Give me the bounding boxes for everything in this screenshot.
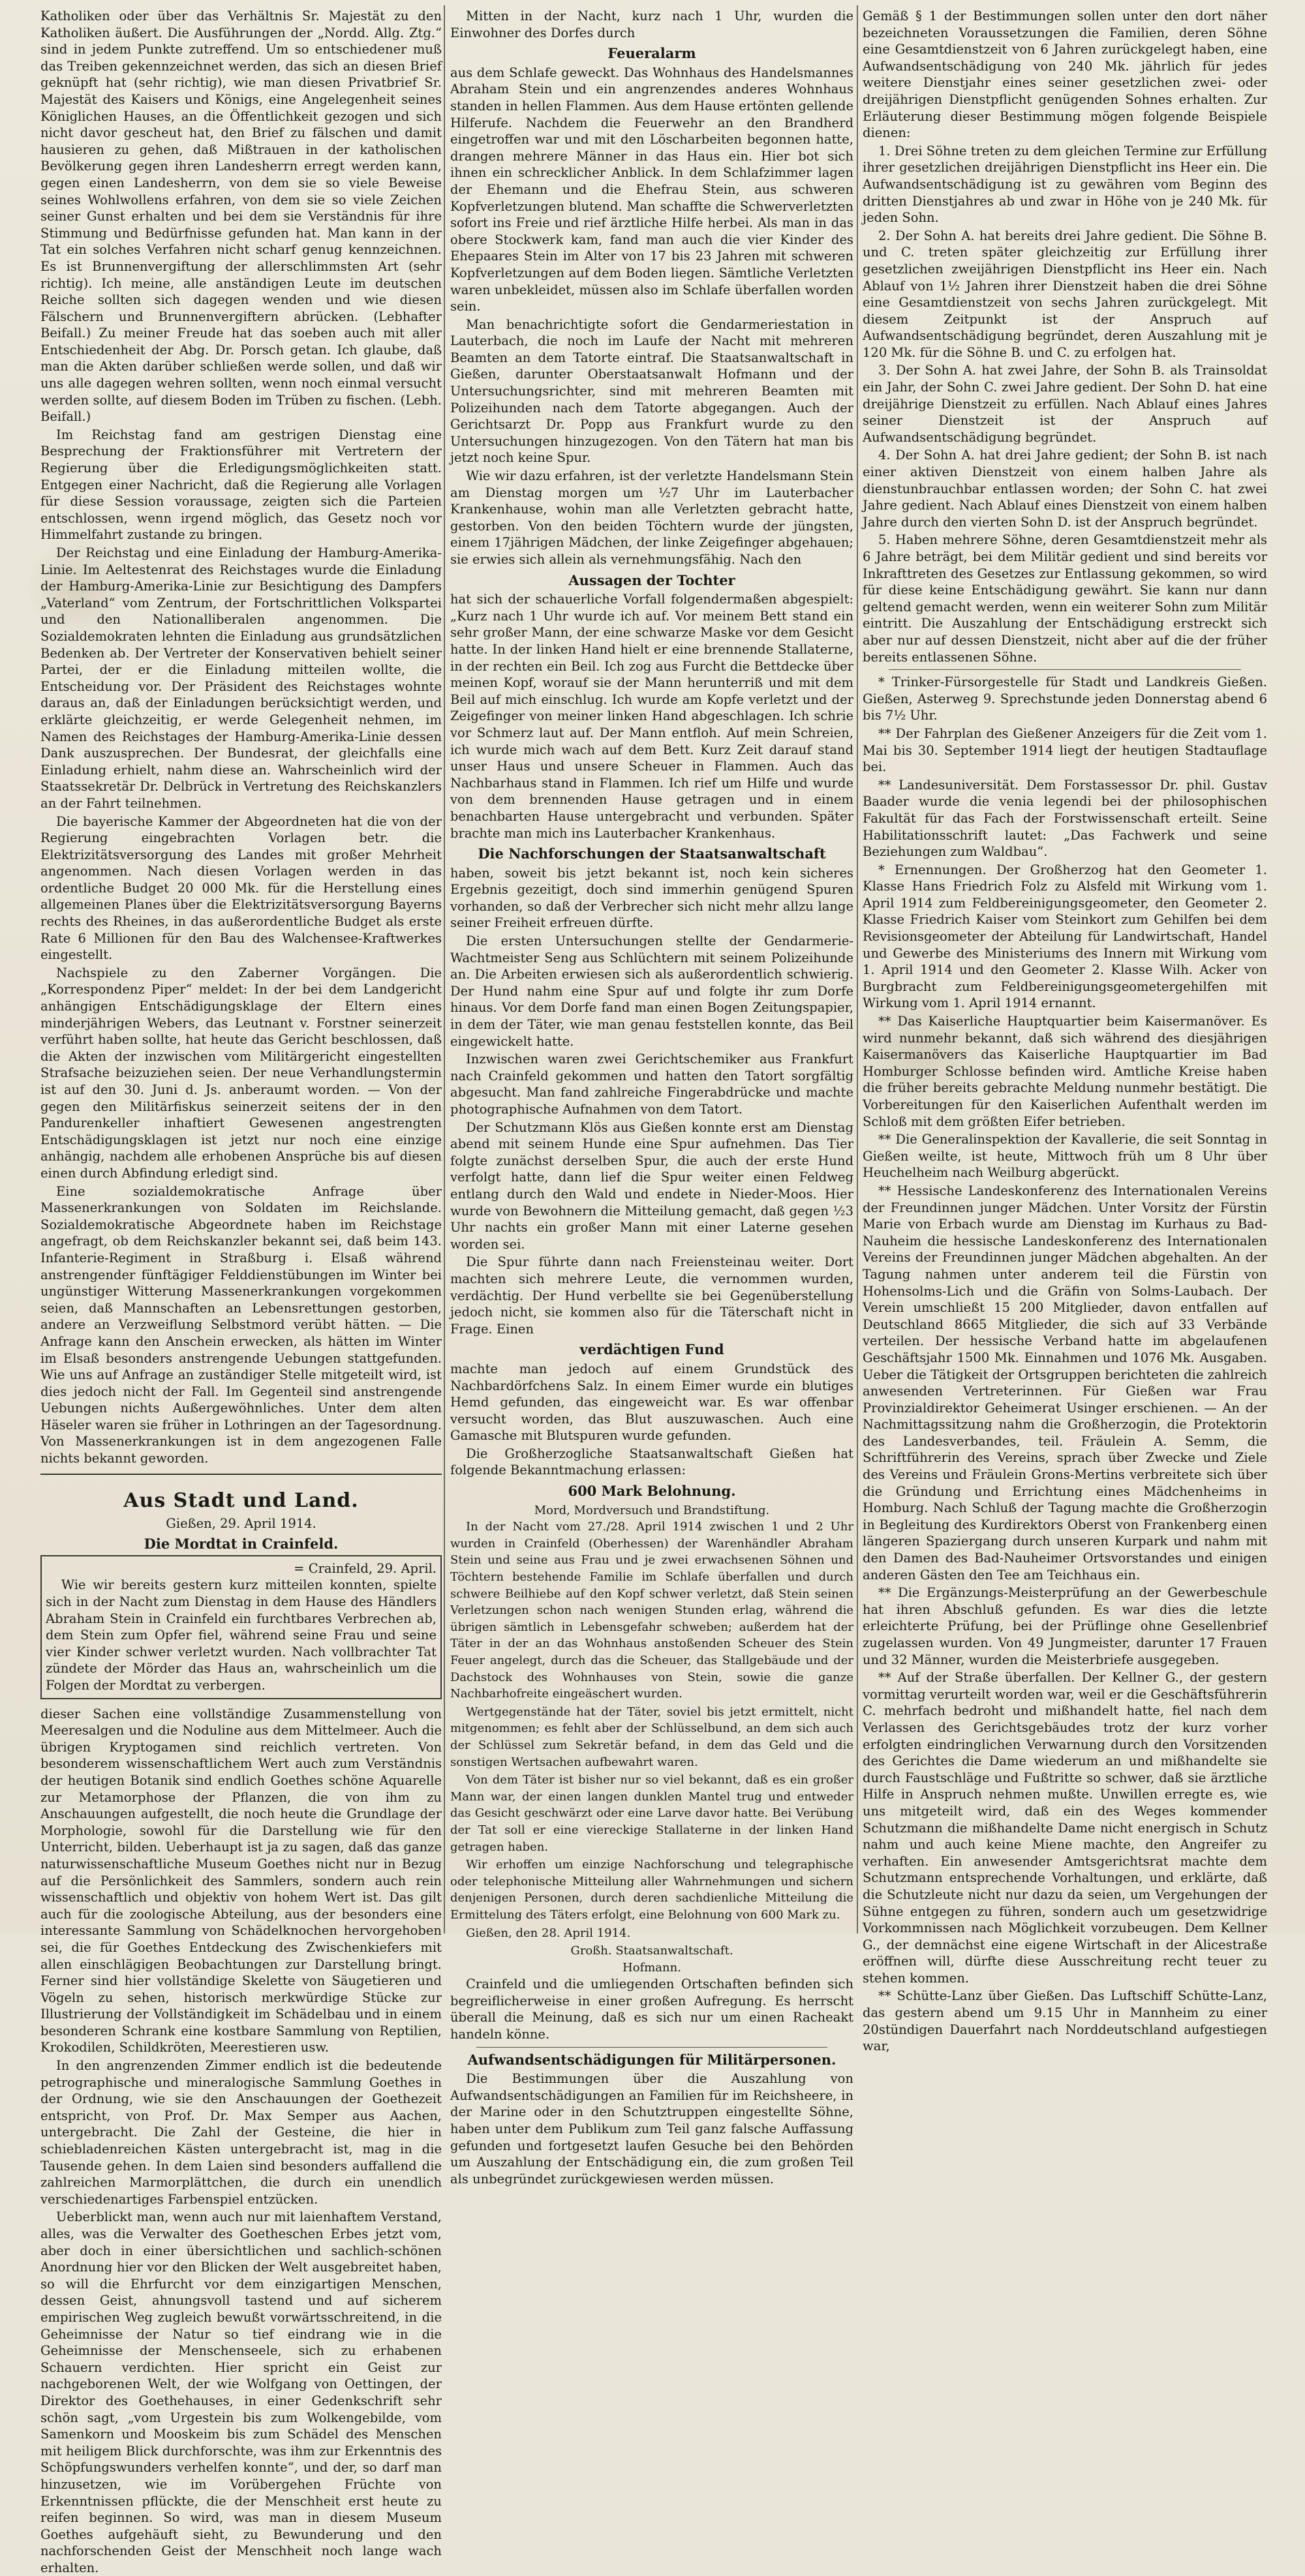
article-text: 1. Drei Söhne treten zu dem gleichen Termine zur Erfüllung ihrer gesetzlichen dreijährigen Dienstpflicht ins Heer ein. Die Aufwandsentschädigung ist zu gewähren vom Beginn des dritten Dienstjahres ab und zwar in Höhe von je 240 Mk. für jeden Sohn. bbox=[863, 143, 1267, 226]
article-text: 2. Der Sohn A. hat bereits drei Jahre gedient. Die Söhne B. und C. treten später gleichzeitig zur Erfüllung ihrer gesetzlichen zweijährigen Dienstpflicht ins Heer ein. Nach Ablauf von 1½ Jahren ihrer Dienstzeit haben die drei Söhne eine Gesamtdienstzeit von sechs Jahren zurückgelegt. Mit diesem Zeitpunkt ist der Anspruch auf Aufwandsentschädigung begründet, deren Auszahlung mit je 120 Mk. für die Söhne B. und C. zu erfolgen hat. bbox=[863, 228, 1267, 360]
article-text: haben, soweit bis jetzt bekannt ist, noch kein sicheres Ergebnis gezeitigt, doch sind immerhin genügend Spuren vorhanden, so daß der Verbrecher sich nicht mehr allzu lange seiner Freiheit erfreuen dürfte. bbox=[450, 865, 853, 931]
divider bbox=[476, 2047, 827, 2048]
notice-text: In der Nacht vom 27./28. April 1914 zwischen 1 und 2 Uhr wurden in Crainfeld (Oberhessen) der Warenhändler Abraham Stein und seine aus Frau und je zwei erwachsenen Söhnen und Töchtern bestehende Familie im Schlafe überfallen und durch schwere Beilhiebe auf den Kopf schwer verletzt, daß Stein seinen Verletzungen schon nach wenigen Stunden erlag, während die übrigen sämtlich in Lebensgefahr schweben; außerdem hat der Täter in der an das Wohnhaus anstoßenden Scheuer des Stein Feuer angelegt, durch das die Scheuer, das Stallgebäude und der Dachstock des Wohnhauses von Stein, sowie die ganze Nachbarhofreite eingeäschert wurden. bbox=[450, 1520, 853, 1701]
article-text: Ueberblickt man, wenn auch nur mit laienhaftem Verstand, alles, was die Verwalter des Goetheschen Erbes jetzt vom, aber doch in einer übersichtlichen und sachlich-schönen Anordnung hier vor den Blicken der Welt ausgebreitet haben, so will die Ehrfurcht vor dem einzigartigen Menschen, dessen Geist, ahnungsvoll tastend und auf sicherem empirischen Weg zugleich bewußt vorwärtsschreitend, in die Geheimnisse der Natur so tief eindrang wie in die Geheimnisse der Menschenseele, sich zu erhabenen Schauern verdichten. Hier spricht ein Geist zur nachgeborenen Welt, der wie Wolfgang von Oettingen, der Direktor des Goethehauses, in einer Gedenkschrift sehr schön sagt, „vom Urgestein bis zum Wolkengebilde, vom Samenkorn und Mooskeim bis zum Schädel des Menschen mit heiligem Blick durchforschte, was ihm zur Erkenntnis des Schöpfungswunders verhelfen konnte“, und der, so darf man hinzusetzen, wie im Vorübergehen Früchte von Erkenntnissen pflückte, die der Menschheit erst heute zu reifen beginnen. So wird, was man in diesem Museum Goethes aufgehäuft sieht, zu Bewunderung und den nachforschenden Geist der Menschheit noch lange wach erhalten. bbox=[40, 2209, 442, 2575]
column-3 bbox=[863, 8, 1267, 2054]
article-text: Man benachrichtigte sofort die Gendarmeriestation in Lauterbach, die noch im Laufe der Nacht mit mehreren Beamten an dem Tatorte eintraf. Die Staatsanwaltschaft in Gießen, darunter Oberstaatsanwalt Hofmann und der Untersuchungsrichter, sind mit mehreren Beamten mit Polizeihunden nach dem Tatorte abgegangen. Auch der Gerichtsarzt Dr. Popp aus Frankfurt wurde zu den Untersuchungen hinzugezogen. Von den Tätern hat man bis jetzt noch keine Spur. bbox=[450, 316, 853, 466]
notice-text: Wir erhoffen um einzige Nachforschung und telegraphische oder telephonische Mitteilung aller Wahrnehmungen und sichern denjenigen Personen, durch deren sachdienliche Mitteilung die Ermittelung des Täters erfolgt, eine Belohnung von 600 Mark zu. bbox=[450, 1858, 853, 1922]
article-text: Wie wir dazu erfahren, ist der verletzte Handelsmann Stein am Dienstag morgen um ½7 Uhr im Lauterbacher Krankenhause, wohin man alle Verletzten gebracht hatte, gestorben. Von den beiden Töchtern wurde der jüngsten, einem 17jährigen Mädchen, der linke Zeigefinger abgehauen; sie erwies sich allein als vernehmungsfähig. Nach den bbox=[450, 468, 853, 567]
article-text: Eine sozialdemokratische Anfrage über Massenerkrankungen von Soldaten im Reichslande. Sozialdemokratische Abgeordnete haben im Reichstage angefragt, ob dem Reichskanzler bekannt sei, daß beim 143. Infanterie-Regiment in Straßburg i. Elsaß während anstrengender fünftägiger Felddienstübungen im Winter bei ungünstiger Witterung Massenerkrankungen vorgekommen seien, daß Mannschaften an Lebensrettungen gestorben, andere an Verzweiflung Selbstmord verübt hätten. — Die Anfrage kann den Anschein erwecken, als hätten im Winter im Elsaß besonders anstrengende Uebungen stattgefunden. Wie uns auf Anfrage an zuständiger Stelle mitgeteilt wird, ist dies jedoch nicht der Fall. Im Gegenteil sind anstrengende Uebungen nichts Außergewöhnliches. Unter dem alten Häseler waren sie früher in Lothringen an der Tagesordnung. Von Massenerkrankungen ist in dem angezogenen Falle nichts bekannt geworden. bbox=[40, 1183, 442, 1466]
reward-heading: 600 Mark Belohnung. bbox=[568, 1483, 736, 1500]
notice-text: Wertgegenstände hat der Täter, soviel bis jetzt ermittelt, nicht mitgenommen; es fehlt aber der Schlüsselbund, an dem sich auch der Schlüssel zum Sekretär befand, in dem das Geld und die sonstigen Wertsachen aufbewahrt waren. bbox=[450, 1705, 853, 1769]
box-text: Wie wir bereits gestern kurz mitteilen konnten, spielte sich in der Nacht zum Dienstag in dem Hause des Händlers Abraham Stein in Crainfeld ein furchtbares Verbrechen ab, dem Stein zum Opfer fiel, während seine Frau und seine vier Kinder schwer verletzt wurden. Nach vollbrachter Tat zündete der Mörder das Haus an, wahrscheinlich um die Folgen der Mordtat zu verbergen. bbox=[46, 1577, 437, 1693]
article-text: 4. Der Sohn A. hat drei Jahre gedient; der Sohn B. ist nach einer aktiven Dienstzeit von einem halben Jahre als dienstunbrauchbar entlassen worden; der Sohn C. hat zwei Jahre gedient. Nach Ablauf eines Dienstzeit von einem halben Jahre durch den vierten Sohn D. ist der Anspruch begründet. bbox=[863, 447, 1267, 530]
article-text: Inzwischen waren zwei Gerichtschemiker aus Frankfurt nach Crainfeld gekommen und hatten den Tatort sorgfältig abgesucht. Man fand zahlreiche Fingerabdrücke und machte photographische Aufnahmen von dem Tatort. bbox=[450, 1052, 853, 1117]
news-item: ** Schütte-Lanz über Gießen. Das Luftschiff Schütte-Lanz, das gestern abend um 9.15 Uhr in Mannheim zu einer 20stündigen Dauerfahrt nach Norddeutschland aufgestiegen war, bbox=[863, 1988, 1267, 2054]
article-text: aus dem Schlafe geweckt. Das Wohnhaus des Handelsmannes Abraham Stein und ein angrenzendes anderes Wohnhaus standen in hellen Flammen. Aus dem Hause ertönten gellende Hilferufe. Nachdem die Feuerwehr an den Brandherd eingetroffen war und mit den Löscharbeiten begonnen hatte, drangen mehrere Männer in das Haus ein. Hier bot sich ihnen ein schrecklicher Anblick. In dem Schlafzimmer lagen der Ehemann und die Ehefrau Stein, aus schweren Kopfverletzungen blutend. Man schaffte die Schwerverletzten sofort ins Freie und rief ärztliche Hilfe herbei. Als man in das obere Stockwerk kam, fand man auch die vier Kinder des Ehepaares Stein im Alter von 17 bis 23 Jahren mit schweren Kopfverletzungen auf dem Boden liegen. Sämtliche Verletzten waren unbekleidet, müssen also im Schlafe überfallen worden sein. bbox=[450, 65, 853, 314]
article-text: 5. Haben mehrere Söhne, deren Gesamtdienstzeit mehr als 6 Jahre beträgt, bei dem Militär gedient und sind bereits vor Inkrafttreten des Gesetzes zur Entlassung gekommen, so wird für diese keine Entschädigung gewährt. Sie kann nur dann geltend gemacht werden, wenn ein weiterer Sohn zum Militär eintritt. Die Auszahlung der Entschädigung erstreckt sich aber nur auf dessen Dienstzeit, nicht aber auf die der früher bereits entlassenen Söhne. bbox=[863, 532, 1267, 665]
subheading: Die Nachforschungen der Staatsanwaltschaft bbox=[478, 845, 826, 862]
news-item: ** Die Ergänzungs-Meisterprüfung an der Gewerbeschule hat ihren Abschluß gefunden. Es war dies die letzte erleichterte Prüfung, bei der Prüflinge ohne Gesellenbrief zugelassen wurden. Von 49 Jungmeister, darunter 17 Frauen und 32 Männer, wurden die Meisterbriefe ausgegeben. bbox=[863, 1585, 1267, 1667]
article-text: Gemäß § 1 der Bestimmungen sollen unter den dort näher bezeichneten Voraussetzungen die Familien, deren Söhne eine Gesamtdienstzeit von 6 Jahren zurückgelegt haben, eine Aufwandsentschädigung von 240 Mk. jährlich für jedes weitere Dienstjahr eines seiner gesetzlichen zwei- oder dreijährigen Dienstpflicht genügenden Sohnes erhalten. Zur Erläuterung dieser Bestimmung mögen folgende Beispiele dienen: bbox=[863, 8, 1267, 141]
subheading: verdächtigen Fund bbox=[579, 1341, 724, 1358]
news-item: ** Die Generalinspektion der Kavallerie, die seit Sonntag in Gießen weilte, ist heute, Mittwoch früh um 8 Uhr über Heuchelheim nach Weilburg abgerückt. bbox=[863, 1132, 1267, 1181]
subheading: Aufwandsentschädigungen für Militärpersonen. bbox=[467, 2051, 837, 2068]
news-item: ** Der Fahrplan des Gießener Anzeigers für die Zeit vom 1. Mai bis 30. September 1914 liegt der heutigen Stadtauflage bei. bbox=[863, 725, 1267, 775]
news-item: ** Landesuniversität. Dem Forstassessor Dr. phil. Gustav Baader wurde die venia legendi bei der philosophischen Fakultät für das Fach der Forstwissenschaft erteilt. Seine Habilitationsschrift lautet: „Das Fachwerk und seine Beziehungen zum Waldbau“. bbox=[863, 777, 1267, 860]
article-text: Die ersten Untersuchungen stellte der Gendarmerie-Wachtmeister Seng aus Schlüchtern mit seinem Polizeihunde an. Die Arbeiten erwiesen sich als außerordentlich schwierig. Der Hund nahm eine Spur auf und folgte ihr zum Dorfe hinaus. Vor dem Dorfe fand man einen Bogen Zeitungspapier, in dem der Täter, wie man genau feststellen konnte, das Beil eingewickelt hatte. bbox=[450, 933, 853, 1049]
article-text: Nachspiele zu den Zaberner Vorgängen. Die „Korrespondenz Piper“ meldet: In der bei dem Landgericht anhängigen Entschädigungsklage der Eltern eines minderjährigen Webers, das Leutnant v. Forstner seinerzeit verführt haben sollte, hat heute das Gericht beschlossen, daß die Akten der inzwischen vom Militärgericht eingestellten Strafsache beizuziehen seien. Der neue Verhandlungstermin ist auf den 30. Juni d. Js. anberaumt worden. — Von der gegen den Militärfiskus seinerzeit seitens der in den Pandurenkeller inhaftiert Gewesenen angestrengten Entschädigungsklagen ist jetzt nur noch eine einzige anhängig, nachdem alle erhobenen Ansprüche bis auf diesen einen durch Abfindung erledigt sind. bbox=[40, 965, 442, 1181]
divider bbox=[889, 669, 1241, 670]
article-headline: Die Mordtat in Crainfeld. bbox=[144, 1536, 339, 1553]
article-text: dieser Sachen eine vollständige Zusammenstellung von Meeresalgen und die Noduline aus dem Mittelmeer. Auch die übrigen Kryptogamen sind reichlich vertreten. Von besonderem wissenschaftlichem Wert auch zum Verständnis der heutigen Botanik sind endlich Goethes schöne Aquarelle zur Metamorphose der Pflanzen, die von ihm zu Anschauungen aufgestellt, die noch heute die Grundlage der Morphologie, sowohl für die Darstellung wie für den Unterricht, bilden. Ueberhaupt ist ja zu sagen, daß das ganze naturwissenschaftliche Museum Goethes nicht nur in Bezug auf die Persönlichkeit des Sammlers, sondern auch rein wissenschaftlich und objektiv von hohem Wert ist. Das gilt auch für die zoologische Abteilung, aus der besonders eine interessante Sammlung von Schädelknochen hervorgehoben sei, die für Goethes Entdeckung des Zwischenkiefers mit allen einschlägigen Beobachtungen zur Darstellung bringt. Ferner sind hier vollständige Skelette von Säugetieren und Vögeln zu sehen, historisch merkwürdige Stücke zur Illustrierung der Vollständigkeit im Schädelbau und in einem besonderen Schrank eine kostbare Sammlung von Reptilien, Krokodilen, Schildkröten, Meerestieren usw. bbox=[40, 1706, 442, 2055]
notice-authority: Großh. Staatsanwaltschaft. bbox=[570, 1944, 733, 1958]
article-text: Mitten in der Nacht, kurz nach 1 Uhr, wurden die Einwohner des Dorfes durch bbox=[450, 8, 853, 40]
article-text: In den angrenzenden Zimmer endlich ist die bedeutende petrographische und mineralogische Sammlung Goethes in der Ordnung, wie sie den Anschauungen der Goethezeit entspricht, von Prof. Dr. Max Semper aus Aachen, untergebracht. Die Zahl der Gesteine, die hier in schiebladenreichen Kästen untergebracht ist, mag in die Tausende gehen. In dem Laien sind besonders auffallend die zahlreichen Marmorplättchen, die durch ein unendlich verschiedenartiges Farbenspiel entzücken. bbox=[40, 2058, 442, 2207]
article-text: Der Schutzmann Klös aus Gießen konnte erst am Dienstag abend mit seinem Hunde eine Spur aufnehmen. Das Tier folgte zunächst derselben Spur, die auch der erste Hund verfolgt hatte, dann lief die Spur weiter einen Feldweg entlang durch den Wald und endete in Nieder-Moos. Hier wurde von Bewohnern die Mitteilung gemacht, daß gegen ½3 Uhr nachts ein großer Mann mit einer Laterne gesehen worden sei. bbox=[450, 1119, 853, 1252]
dateline: Gießen, 29. April 1914. bbox=[166, 1515, 316, 1531]
notice-date: Gießen, den 28. April 1914. bbox=[466, 1926, 631, 1940]
subheading: Aussagen der Tochter bbox=[568, 571, 735, 588]
article-text: machte man jedoch auf einem Grundstück des Nachbardörfchens Salz. In einem Eimer wurde ein blutiges Hemd gefunden, das eingeweicht war. Es war offenbar versucht worden, das Blut auszuwaschen. Auch eine Gamasche mit Blutspuren wurde gefunden. bbox=[450, 1361, 853, 1444]
box-dateline: = Crainfeld, 29. April. bbox=[294, 1560, 437, 1576]
article-text: Katholiken oder über das Verhältnis Sr. Majestät zu den Katholiken äußert. Die Ausführungen der „Nordd. Allg. Ztg.“ sind in jedem Punkte zutreffend. Um so entschiedener muß das Treiben gekennzeichnet werden, das sich an diesen Brief geknüpft hat (sehr richtig), wie man diesen Privatbrief Sr. Majestät des Kaisers und Königs, eine Angelegenheit seines Königlichen Hauses, an die Öffentlichkeit gezogen und sich nicht davor gescheut hat, den Brief zu fälschen und damit hausieren zu gehen, daß Mißtrauen in der katholischen Bevölkerung gegen ihren Landesherrn erregt werden kann, gegen einen Landesherrn, von dem sie so viele Beweise seines Wohlwollens erfahren, von dem sie so viele Zeichen seiner Gunst erhalten und bei dem sie Verständnis für ihre Stimmung und Bedürfnisse gefunden hat. Man kann in der Tat ein solches Verfahren nicht scharf genug kennzeichnen. Es ist Brunnenvergiftung der allerschlimmsten Art (sehr richtig). Ich meine, alle anständigen Leute im deutschen Reiche sollten sich dagegen wenden und wie diesen Fälschern und Brunnenvergiftern abrücken. (Lebhafter Beifall.) Zu meiner Freude hat das soeben auch mit aller Entschiedenheit der Abg. Dr. Porsch getan. Ich glaube, daß man die Akten darüber schließen werde sollen, und daß wir uns alle dagegen wehren sollten, wenn noch einmal versucht werden sollte, auf diesem Boden im Trüben zu fischen. (Lebh. Beifall.) bbox=[40, 8, 442, 425]
article-text: Crainfeld und die umliegenden Ortschaften befinden sich begreiflicherweise in einer großen Aufregung. Es herrscht überall die Meinung, daß es sich nur um einen Racheakt handeln könne. bbox=[450, 1977, 853, 2042]
subheading: Feueralarm bbox=[607, 45, 696, 62]
news-item: * Ernennungen. Der Großherzog hat den Geometer 1. Klasse Hans Friedrich Folz zu Alsfeld mit Wirkung vom 1. April 1914 zum Feldbereinigungsgeometer, den Geometer 2. Klasse Friedrich Kaiser vom Steinkort zum Gehilfen bei dem Revisionsgeometer der Abteilung für Landwirtschaft, Handel und Gewerbe des Ministeriums des Innern mit Wirkung vom 1. April 1914 und den Geometer 2. Klasse Wilh. Acker von Burgbracht zum Feldbereinigungsgeometergehilfen mit Wirkung vom 1. April 1914 ernannt. bbox=[863, 862, 1267, 1011]
column-1 bbox=[40, 8, 442, 2575]
notice-text: Von dem Täter ist bisher nur so viel bekannt, daß es ein großer Mann war, der einen langen dunklen Mantel trug und entweder das Gesicht geschwärzt oder eine Larve davor hatte. Bei Verübung der Tat soll er eine viereckige Stallaterne in der linken Hand getragen haben. bbox=[450, 1773, 853, 1854]
article-text: Die Bestimmungen über die Auszahlung von Aufwandsentschädigungen an Familien für im Reichsheere, in der Marine oder in den Schutztruppen eingestellte Söhne, haben unter dem Publikum zum Teil ganz falsche Auffassung gefunden und fortgesetzt laufen Gesuche bei den Behörden um Auszahlung der Entschädigung ein, die zum großen Teil als unbegründet zurückgewiesen werden müssen. bbox=[450, 2071, 853, 2187]
article-text: 3. Der Sohn A. hat zwei Jahre, der Sohn B. als Trainsoldat ein Jahr, der Sohn C. zwei Jahre gedient. Der Sohn D. hat eine dreijährige Dienstzeit zu erfüllen. Nach Ablauf eines Jahres seiner Dienstzeit ist der Anspruch auf Aufwandsentschädigung begründet. bbox=[863, 363, 1267, 445]
reward-subheading: Mord, Mordversuch und Brandstiftung. bbox=[534, 1503, 770, 1517]
section-divider bbox=[40, 1474, 442, 1475]
article-text: hat sich der schauerliche Vorfall folgendermaßen abgespielt: „Kurz nach 1 Uhr wurde ich auf. Vor meinem Bett stand ein sehr großer Mann, der eine schwarze Maske vor dem Gesicht hatte. In der linken Hand hielt er eine brennende Stallaterne, in der rechten ein Beil. Ich zog aus Furcht die Bettdecke über meinen Kopf, worauf sie der Mann herunterriß und mit dem Beil auf mich einschlug. Ich wurde am Kopfe verletzt und der Zeigefinger von meiner linken Hand abgeschlagen. Ich schrie vor Schmerz laut auf. Der Mann entfloh. Auf mein Schreien, ich wurde mich wach auf dem Bett. Kurz Zeit darauf stand unser Haus und unsere Scheuer in Flammen. Auch das Nachbarhaus stand in Flammen. Ich rief um Hilfe und wurde von dem brennenden Hause getragen und in einem benachbarten Hause untergebracht und verbunden. Später brachte man mich ins Lauterbacher Krankenhaus. bbox=[450, 592, 853, 841]
article-text: Im Reichstag fand am gestrigen Dienstag eine Besprechung der Fraktionsführer mit Vertretern der Regierung über die Erledigungsmöglichkeiten statt. Entgegen einer Nachricht, daß die Regierung alle Vorlagen für diese Session voraussage, zeigten sich die Parteien entschlossen, wenn irgend möglich, das Gesetz noch vor Himmelfahrt zustande zu bringen. bbox=[40, 427, 442, 543]
news-item: ** Hessische Landeskonferenz des Internationalen Vereins der Freundinnen junger Mädchen. Unter Vorsitz der Fürstin Marie von Erbach wurde am Dienstag im Kurhaus zu Bad-Nauheim die hessische Landeskonferenz des Internationalen Vereins der Freundinnen junger Mädchen abgehalten. An der Tagung nahmen unter anderem teil die Fürstin von Hohensolms-Lich und die Gräfin von Solms-Laubach. Der Verein umschließt 15 200 Mitglieder, davon entfallen auf Deutschland 8665 Mitglieder, die sich auf 33 Verbände verteilen. Der hessische Verband hatte im abgelaufenen Geschäftsjahr 1500 Mk. Einnahmen und 1076 Mk. Ausgaben. Ueber die Tätigkeit der Ortsgruppen berichteten die zahlreich anwesenden Vertreterinnen. Für Gießen war Frau Provinzialdirektor Geheimerat Usinger erschienen. — An der Nachmittagssitzung nahm die Großherzogin, die Protektorin des Landesverbandes, teil. Fräulein A. Semm, die Schriftführerin des Vereins, sprach über Zwecke und Ziele des Vereins und Fräulein Grons-Mertins verbreitete sich über die Gründung und Errichtung eines Mädchenheims in Homburg. Nach Schluß der Tagung machte die Großherzogin in Begleitung des Kurdirektors Oberst von Frankenberg einen längeren Spaziergang durch unseren Kurpark und nahm mit den Damen des Bad-Nauheimer Ortsvorstandes und einigen anderen Gästen den Tee am Teichhaus ein. bbox=[863, 1183, 1267, 1583]
column-2 bbox=[450, 8, 853, 2187]
section-title: Aus Stadt und Land. bbox=[123, 1489, 359, 1512]
news-item: ** Auf der Straße überfallen. Der Kellner G., der gestern vormittag verurteilt worden war, weil er die Geschäftsführerin C. mehrfach bedroht und mißhandelt hatte, fiel nach dem Verlassen des Gerichtsgebäudes trotz der kurz vorher erfolgten eindringlichen Verwarnung durch den Vorsitzenden des Gerichtes die Dame wiederum an und mißhandelte sie durch Faustschläge und Fußtritte so schwer, daß sie ärztliche Hilfe in Anspruch nehmen mußte. Unwillen erregte es, wie uns mitgeteilt wird, daß ein des Weges kommender Schutzmann die mißhandelte Dame nicht energisch in Schutz nahm und auch keine Miene machte, den Angreifer zu verhaften. Ein anwesender Amtsgerichtsrat machte dem Schutzmann entsprechende Vorhaltungen, und erklärte, daß die Schutzleute nicht nur dazu da seien, um Vergehungen der Sühne entgegen zu führen, sondern auch um gesetzwidrige Vorkommnissen nach Möglichkeit vorzubeugen. Dem Kellner G., der demnächst eine eigene Wirtschaft in der Alicestraße eröffnen will, dürfte diese Ausschreitung recht teuer zu stehen kommen. bbox=[863, 1670, 1267, 1986]
article-text: Die bayerische Kammer der Abgeordneten hat die von der Regierung eingebrachten Vorlagen betr. die Elektrizitätsversorgung des Landes mit großer Mehrheit angenommen. Nach diesen Vorlagen werden in das ordentliche Budget 20 000 Mk. für die Herstellung eines allgemeinen Planes über die Elektrizitätsversorgung Bayerns rechts des Rheines, in das außerordentliche Budget als erste Rate 6 Millionen für den Bau des Walchensee-Kraftwerkes eingestellt. bbox=[40, 813, 442, 963]
column-rule-2 bbox=[857, 5, 858, 1933]
article-text: Der Reichstag und eine Einladung der Hamburg-Amerika-Linie. Im Aeltestenrat des Reichstages wurde die Einladung der Hamburg-Amerika-Linie zur Besichtigung des Dampfers „Vaterland“ vom Zentrum, der Fortschrittlichen Volkspartei und den Nationalliberalen angenommen. Die Sozialdemokraten lehnten die Einladung aus grundsätzlichen Bedenken ab. Der Vertreter der Konservativen behielt seiner Partei, der er die Einladung mitteilen wollte, die Entscheidung vor. Der Präsident des Reichstages wohnte daraus an, daß der Einladungen berücksichtigt werden, und erklärte gleichzeitig, er werde Gelegenheit nehmen, im Namen des Reichstages der Hamburg-Amerika-Linie dessen Dank auszusprechen. Der Bundesrat, der gleichfalls eine Einladung erhielt, nahm diese an. Wahrscheinlich wird der Staatssekretär Dr. Delbrück in Vertretung des Reichskanzlers an der Fahrt teilnehmen. bbox=[40, 545, 442, 811]
news-item: ** Das Kaiserliche Hauptquartier beim Kaisermanöver. Es wird nunmehr bekannt, daß sich während des diesjährigen Kaisermanövers das Kaiserliche Hauptquartier im Bad Homburger Schlosse befinden wird. Amtliche Kreise haben die früher bereits gebrachte Meldung nunmehr bestätigt. Die Vorbereitungen für den Kaiserlichen Aufenthalt werden im Schloß mit dem größten Eifer betrieben. bbox=[863, 1014, 1267, 1129]
article-text: Die Großherzogliche Staatsanwaltschaft Gießen hat folgende Bekanntmachung erlassen: bbox=[450, 1446, 853, 1478]
article-text: Die Spur führte dann nach Freiensteinau weiter. Dort machten sich mehrere Leute, die vernommen wurden, verdächtig. Der Hund verbellte sie bei Gegenüberstellung jedoch nicht, sie kommen also für die Täterschaft nicht in Frage. Einen bbox=[450, 1254, 853, 1337]
column-rule-1 bbox=[444, 5, 445, 1933]
boxed-lead bbox=[40, 1555, 442, 1699]
notice-signature: Hofmann. bbox=[622, 1960, 681, 1975]
notice-text: * Trinker-Fürsorgestelle für Stadt und Landkreis Gießen. Gießen, Asterweg 9. Sprechstunde jeden Donnerstag abend 6 bis 7½ Uhr. bbox=[863, 674, 1267, 723]
